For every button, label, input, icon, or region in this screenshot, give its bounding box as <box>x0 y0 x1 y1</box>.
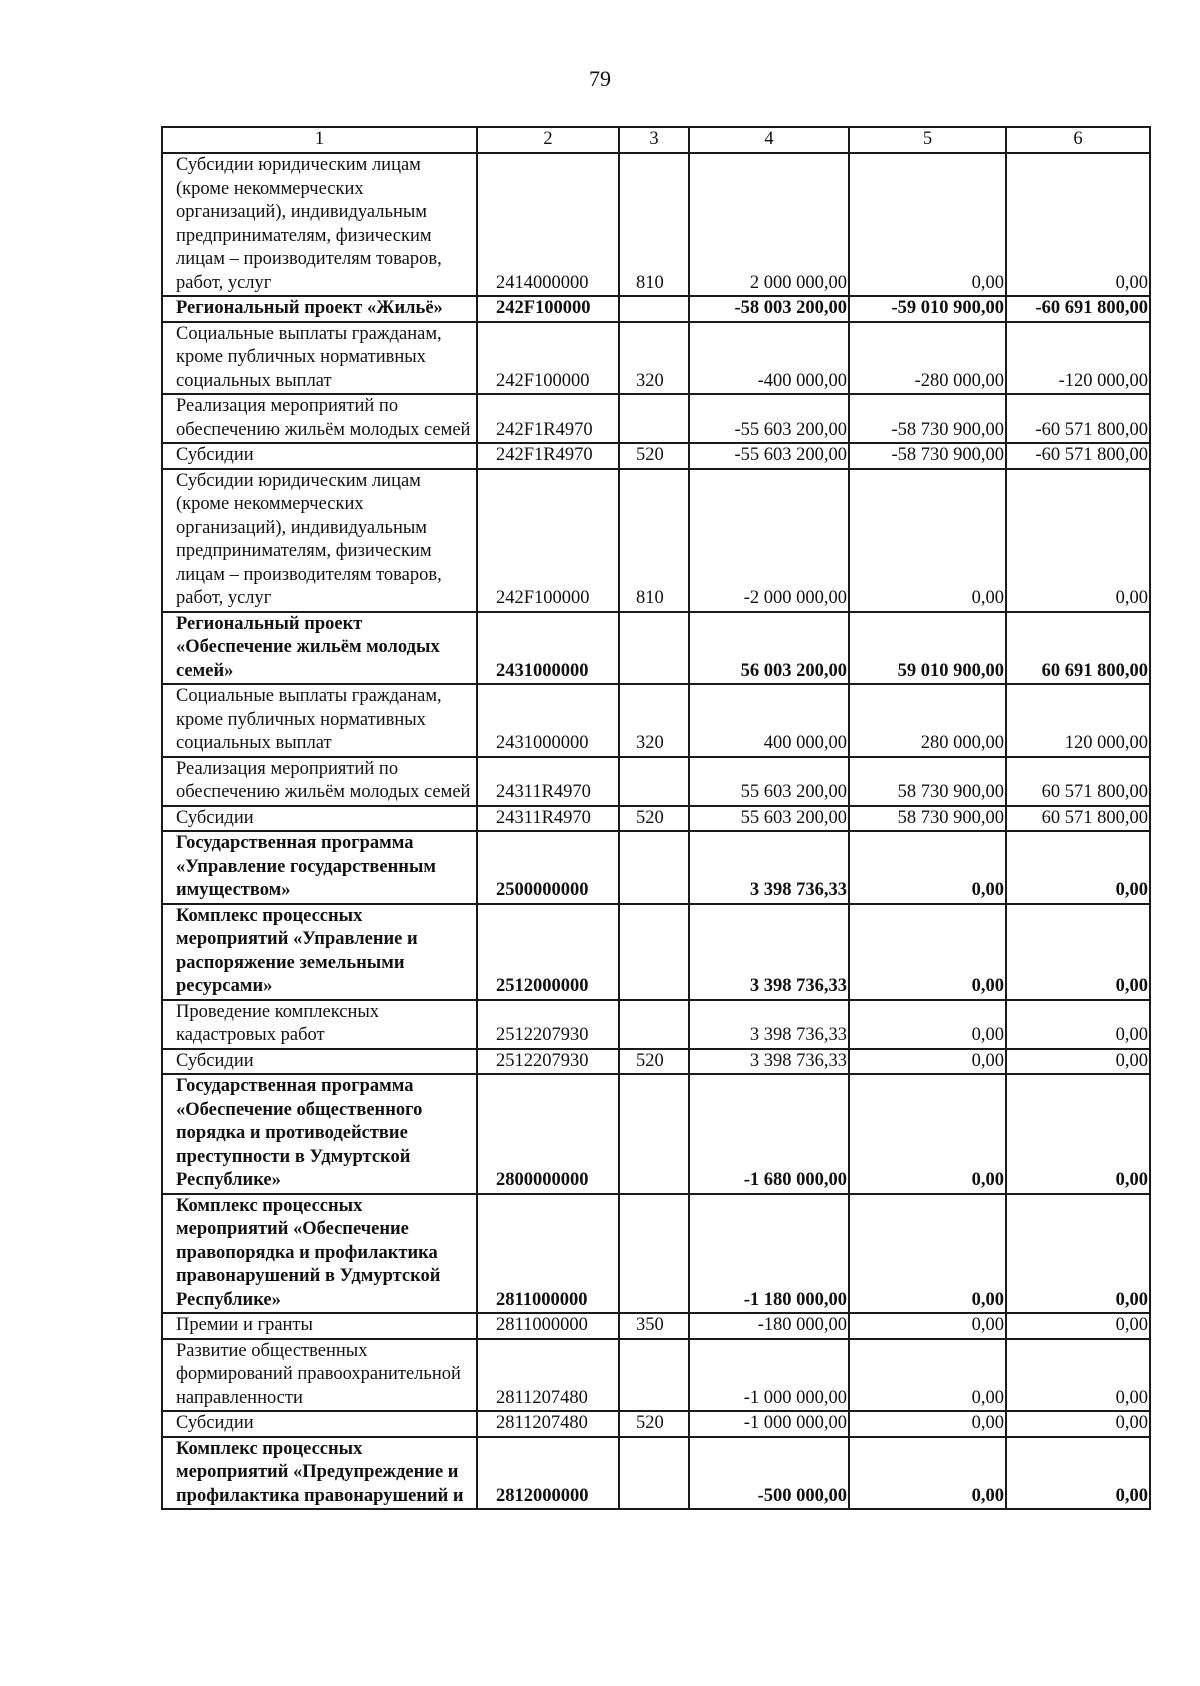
row-amount-col6-cell: 60 691 800,00 <box>1006 612 1150 685</box>
row-amount-col5-cell: 0,00 <box>849 153 1006 296</box>
row-expense-type-cell: 320 <box>619 322 689 395</box>
row-amount-col5-cell: 0,00 <box>849 1049 1006 1075</box>
row-expense-type-cell: 520 <box>619 1411 689 1437</box>
row-amount-col5-cell: 0,00 <box>849 904 1006 1000</box>
table-row <box>162 684 1150 757</box>
row-name-cell: Комплекс процессных мероприятий «Обеспечение правопорядка и профилактика правонарушений в Удмуртской Республике» <box>162 1194 477 1314</box>
row-name-cell: Проведение комплексных кадастровых работ <box>162 1000 477 1049</box>
row-name-cell: Социальные выплаты гражданам, кроме публичных нормативных социальных выплат <box>162 684 477 757</box>
row-name-cell: Реализация мероприятий по обеспечению жильём молодых семей <box>162 757 477 806</box>
row-name-cell: Субсидии юридическим лицам (кроме некоммерческих организаций), индивидуальным предпринимателям, физическим лицам – производителям товаров, работ, услуг <box>162 153 477 296</box>
row-amount-col4-cell: 2 000 000,00 <box>689 153 849 296</box>
row-name-cell: Субсидии <box>162 1411 477 1437</box>
row-amount-col6-cell: -60 571 800,00 <box>1006 394 1150 443</box>
row-amount-col5-cell: 58 730 900,00 <box>849 806 1006 832</box>
row-name-cell: Субсидии юридическим лицам (кроме некоммерческих организаций), индивидуальным предпринимателям, физическим лицам – производителям товаров, работ, услуг <box>162 469 477 612</box>
budget-table <box>161 126 1151 1510</box>
row-code-cell: 2512000000 <box>477 904 619 1000</box>
row-name-cell: Региональный проект «Жильё» <box>162 296 477 322</box>
row-code-cell: 2811207480 <box>477 1339 619 1412</box>
row-expense-type-cell <box>619 394 689 443</box>
row-expense-type-cell: 320 <box>619 684 689 757</box>
row-amount-col4-cell: -1 180 000,00 <box>689 1194 849 1314</box>
header-cell-col4: 4 <box>689 127 849 153</box>
row-amount-col4-cell: 55 603 200,00 <box>689 806 849 832</box>
row-expense-type-cell: 810 <box>619 153 689 296</box>
row-amount-col6-cell: 0,00 <box>1006 1194 1150 1314</box>
row-name-cell: Комплекс процессных мероприятий «Предупреждение и профилактика правонарушений и <box>162 1437 477 1510</box>
row-expense-type-cell <box>619 904 689 1000</box>
row-expense-type-cell <box>619 612 689 685</box>
row-amount-col4-cell: -400 000,00 <box>689 322 849 395</box>
row-amount-col5-cell: -280 000,00 <box>849 322 1006 395</box>
row-code-cell: 2811207480 <box>477 1411 619 1437</box>
table-row <box>162 1437 1150 1510</box>
row-expense-type-cell <box>619 1074 689 1194</box>
row-amount-col5-cell: 58 730 900,00 <box>849 757 1006 806</box>
row-expense-type-cell <box>619 296 689 322</box>
row-amount-col4-cell: -1 000 000,00 <box>689 1339 849 1412</box>
row-amount-col6-cell: 0,00 <box>1006 153 1150 296</box>
table-row <box>162 904 1150 1000</box>
header-cell-col3: 3 <box>619 127 689 153</box>
row-amount-col6-cell: -120 000,00 <box>1006 322 1150 395</box>
row-amount-col4-cell: 55 603 200,00 <box>689 757 849 806</box>
table-row <box>162 1194 1150 1314</box>
row-name-cell: Государственная программа «Обеспечение общественного порядка и противодействие преступности в Удмуртской Республике» <box>162 1074 477 1194</box>
row-amount-col5-cell: 0,00 <box>849 1194 1006 1314</box>
table-row <box>162 394 1150 443</box>
row-code-cell: 242F100000 <box>477 296 619 322</box>
row-code-cell: 24311R4970 <box>477 757 619 806</box>
row-amount-col6-cell: 0,00 <box>1006 1437 1150 1510</box>
table-row <box>162 443 1150 469</box>
row-amount-col5-cell: -58 730 900,00 <box>849 443 1006 469</box>
row-name-cell: Государственная программа «Управление государственным имуществом» <box>162 831 477 904</box>
table-row <box>162 1339 1150 1412</box>
row-amount-col6-cell: -60 691 800,00 <box>1006 296 1150 322</box>
table-row <box>162 612 1150 685</box>
row-amount-col5-cell: 0,00 <box>849 1411 1006 1437</box>
row-amount-col4-cell: 3 398 736,33 <box>689 1000 849 1049</box>
row-code-cell: 2414000000 <box>477 153 619 296</box>
row-expense-type-cell <box>619 1339 689 1412</box>
header-cell-col6: 6 <box>1006 127 1150 153</box>
row-code-cell: 2811000000 <box>477 1194 619 1314</box>
row-amount-col5-cell: 0,00 <box>849 1437 1006 1510</box>
row-expense-type-cell: 520 <box>619 806 689 832</box>
row-code-cell: 2500000000 <box>477 831 619 904</box>
row-amount-col4-cell: 3 398 736,33 <box>689 1049 849 1075</box>
row-amount-col4-cell: 400 000,00 <box>689 684 849 757</box>
header-cell-col5: 5 <box>849 127 1006 153</box>
table-header-row <box>162 127 1150 153</box>
row-amount-col5-cell: 280 000,00 <box>849 684 1006 757</box>
row-amount-col6-cell: 0,00 <box>1006 1339 1150 1412</box>
header-cell-col2: 2 <box>477 127 619 153</box>
row-code-cell: 2431000000 <box>477 612 619 685</box>
table-row <box>162 153 1150 296</box>
row-amount-col4-cell: -58 003 200,00 <box>689 296 849 322</box>
row-amount-col5-cell: 59 010 900,00 <box>849 612 1006 685</box>
row-amount-col4-cell: -500 000,00 <box>689 1437 849 1510</box>
row-name-cell: Субсидии <box>162 806 477 832</box>
row-amount-col5-cell: 0,00 <box>849 1339 1006 1412</box>
row-amount-col6-cell: 60 571 800,00 <box>1006 806 1150 832</box>
row-expense-type-cell: 520 <box>619 1049 689 1075</box>
row-amount-col6-cell: 0,00 <box>1006 469 1150 612</box>
row-expense-type-cell: 520 <box>619 443 689 469</box>
row-expense-type-cell <box>619 1194 689 1314</box>
row-code-cell: 242F100000 <box>477 322 619 395</box>
row-amount-col4-cell: -180 000,00 <box>689 1313 849 1339</box>
row-amount-col6-cell: 0,00 <box>1006 904 1150 1000</box>
row-amount-col5-cell: 0,00 <box>849 1313 1006 1339</box>
row-amount-col6-cell: 0,00 <box>1006 1313 1150 1339</box>
row-code-cell: 2811000000 <box>477 1313 619 1339</box>
row-code-cell: 242F1R4970 <box>477 394 619 443</box>
row-name-cell: Социальные выплаты гражданам, кроме публичных нормативных социальных выплат <box>162 322 477 395</box>
budget-table-body <box>162 127 1150 1509</box>
row-amount-col4-cell: -1 000 000,00 <box>689 1411 849 1437</box>
table-row <box>162 469 1150 612</box>
row-amount-col5-cell: -59 010 900,00 <box>849 296 1006 322</box>
row-code-cell: 2512207930 <box>477 1049 619 1075</box>
row-expense-type-cell: 350 <box>619 1313 689 1339</box>
row-name-cell: Премии и гранты <box>162 1313 477 1339</box>
table-row <box>162 1411 1150 1437</box>
row-code-cell: 2800000000 <box>477 1074 619 1194</box>
row-amount-col4-cell: -1 680 000,00 <box>689 1074 849 1194</box>
table-row <box>162 806 1150 832</box>
table-row <box>162 1313 1150 1339</box>
row-amount-col4-cell: -55 603 200,00 <box>689 443 849 469</box>
row-code-cell: 2431000000 <box>477 684 619 757</box>
row-amount-col6-cell: 0,00 <box>1006 1411 1150 1437</box>
table-row <box>162 322 1150 395</box>
row-name-cell: Субсидии <box>162 1049 477 1075</box>
row-amount-col5-cell: 0,00 <box>849 469 1006 612</box>
row-expense-type-cell <box>619 1437 689 1510</box>
page-number: 79 <box>589 66 611 91</box>
row-expense-type-cell <box>619 831 689 904</box>
header-cell-col1: 1 <box>162 127 477 153</box>
row-amount-col6-cell: 0,00 <box>1006 1074 1150 1194</box>
table-row <box>162 757 1150 806</box>
row-amount-col5-cell: 0,00 <box>849 1000 1006 1049</box>
row-code-cell: 242F100000 <box>477 469 619 612</box>
row-expense-type-cell: 810 <box>619 469 689 612</box>
row-amount-col4-cell: 3 398 736,33 <box>689 831 849 904</box>
row-name-cell: Субсидии <box>162 443 477 469</box>
row-name-cell: Реализация мероприятий по обеспечению жильём молодых семей <box>162 394 477 443</box>
row-amount-col4-cell: 3 398 736,33 <box>689 904 849 1000</box>
row-amount-col4-cell: -2 000 000,00 <box>689 469 849 612</box>
row-amount-col5-cell: 0,00 <box>849 1074 1006 1194</box>
row-amount-col6-cell: 60 571 800,00 <box>1006 757 1150 806</box>
row-amount-col6-cell: -60 571 800,00 <box>1006 443 1150 469</box>
table-row <box>162 1049 1150 1075</box>
row-code-cell: 2812000000 <box>477 1437 619 1510</box>
row-amount-col4-cell: 56 003 200,00 <box>689 612 849 685</box>
row-code-cell: 24311R4970 <box>477 806 619 832</box>
row-code-cell: 2512207930 <box>477 1000 619 1049</box>
table-row <box>162 831 1150 904</box>
row-amount-col5-cell: 0,00 <box>849 831 1006 904</box>
row-amount-col6-cell: 0,00 <box>1006 831 1150 904</box>
row-expense-type-cell <box>619 1000 689 1049</box>
row-code-cell: 242F1R4970 <box>477 443 619 469</box>
table-row <box>162 296 1150 322</box>
table-row <box>162 1074 1150 1194</box>
row-expense-type-cell <box>619 757 689 806</box>
row-amount-col5-cell: -58 730 900,00 <box>849 394 1006 443</box>
row-name-cell: Региональный проект «Обеспечение жильём молодых семей» <box>162 612 477 685</box>
row-amount-col6-cell: 0,00 <box>1006 1049 1150 1075</box>
row-amount-col6-cell: 120 000,00 <box>1006 684 1150 757</box>
row-amount-col4-cell: -55 603 200,00 <box>689 394 849 443</box>
row-name-cell: Комплекс процессных мероприятий «Управление и распоряжение земельными ресурсами» <box>162 904 477 1000</box>
row-amount-col6-cell: 0,00 <box>1006 1000 1150 1049</box>
row-name-cell: Развитие общественных формирований правоохранительной направленности <box>162 1339 477 1412</box>
table-row <box>162 1000 1150 1049</box>
